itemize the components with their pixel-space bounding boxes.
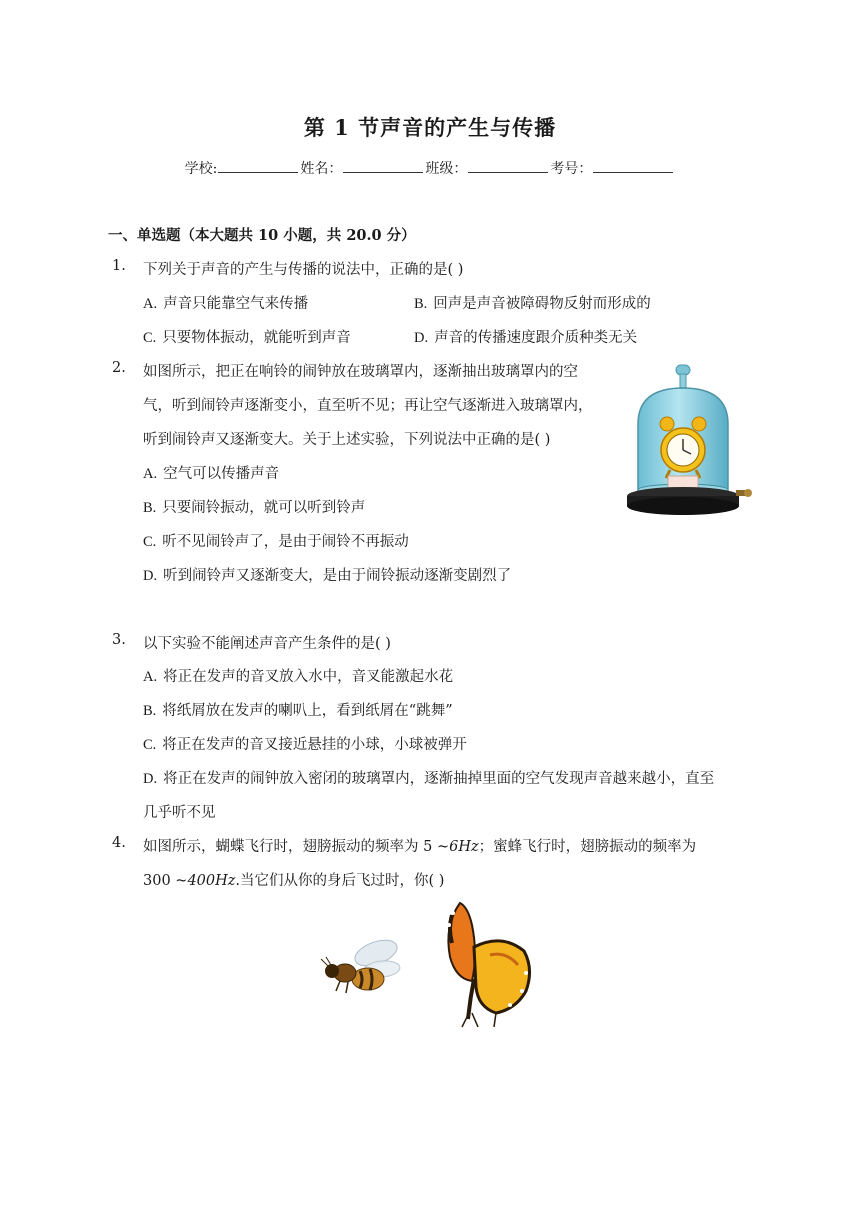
section-heading: 一、单选题（本大题共 10 小题，共 20.0 分）	[108, 227, 416, 244]
question-3-option-d	[143, 767, 714, 788]
option-text: 空气可以传播声音	[163, 466, 280, 482]
option-label: D.	[143, 771, 158, 787]
option-label: C.	[143, 534, 157, 550]
option-label: B.	[143, 500, 157, 516]
school-blank	[218, 160, 298, 173]
exam-no-blank	[593, 160, 673, 173]
exam-no-label: 考号：	[550, 161, 593, 177]
name-label: 姓名：	[300, 161, 343, 177]
bee-figure	[318, 935, 406, 997]
option-label: A.	[143, 669, 158, 685]
option-label: A.	[143, 296, 158, 312]
class-label: 班级：	[425, 161, 468, 177]
student-info-line	[0, 158, 860, 178]
option-text: 将纸屑放在发声的喇叭上，看到纸屑在“跳舞”	[162, 703, 453, 719]
stem-text: .当它们从你的身后飞过时，你( )	[235, 873, 445, 889]
question-1-stem: 下列关于声音的产生与传播的说法中，正确的是( )	[143, 262, 464, 278]
frequency-value: 6Hz	[449, 839, 479, 855]
question-2-stem-line-3: 听到闹铃声又逐渐变大。关于上述实验，下列说法中正确的是( )	[143, 432, 551, 448]
option-label: D.	[414, 330, 429, 346]
question-3-stem: 以下实验不能阐述声音产生条件的是( )	[143, 636, 391, 652]
question-2-option-d	[143, 564, 511, 585]
question-1-option-a	[143, 292, 308, 313]
option-text: 只要物体振动，就能听到声音	[162, 330, 351, 346]
option-text: 声音的传播速度跟介质种类无关	[434, 330, 638, 346]
question-2-option-a	[143, 462, 279, 483]
school-label: 学校:	[184, 161, 218, 177]
option-label: B.	[414, 296, 428, 312]
name-blank	[343, 160, 423, 173]
option-text: 将正在发声的闹钟放入密闭的玻璃罩内，逐渐抽掉里面的空气发现声音越来越小，直至	[163, 771, 715, 787]
stem-text: 如图所示，蝴蝶飞行时，翅膀振动的频率为 5 ~	[143, 839, 450, 855]
question-1-option-d	[414, 326, 637, 347]
option-label: B.	[143, 703, 157, 719]
stem-text: 300 ~	[143, 873, 188, 889]
option-text: 声音只能靠空气来传播	[163, 296, 309, 312]
question-2-option-c	[143, 530, 409, 551]
bell-jar-figure	[620, 362, 755, 522]
question-1-number: 1.	[112, 258, 126, 274]
option-text: 听到闹铃声又逐渐变大，是由于闹铃振动逐渐变剧烈了	[163, 568, 512, 584]
question-2-number: 2.	[112, 360, 126, 376]
question-2-stem-line-1: 如图所示，把正在响铃的闹钟放在玻璃罩内，逐渐抽出玻璃罩内的空	[143, 364, 578, 380]
question-3-option-c	[143, 733, 467, 754]
question-1-option-c	[143, 326, 351, 347]
option-label: A.	[143, 466, 158, 482]
question-4-stem-line-2	[143, 869, 444, 890]
option-text: 将正在发声的音叉放入水中，音叉能激起水花	[163, 669, 454, 685]
question-3-option-d-continued: 几乎听不见	[143, 805, 216, 821]
option-label: C.	[143, 737, 157, 753]
option-text: 只要闹铃振动，就可以听到铃声	[162, 500, 366, 516]
class-blank	[468, 160, 548, 173]
question-3-option-a	[143, 665, 453, 686]
question-2-stem-line-2: 气，听到闹铃声逐渐变小，直至听不见；再让空气逐渐进入玻璃罩内，	[143, 398, 593, 414]
question-2-option-b	[143, 496, 365, 517]
question-1-option-b	[414, 292, 651, 313]
option-text: 将正在发声的音叉接近悬挂的小球，小球被弹开	[162, 737, 467, 753]
option-label: D.	[143, 568, 158, 584]
option-label: C.	[143, 330, 157, 346]
question-3-number: 3.	[112, 632, 126, 648]
question-4-stem-line-1	[143, 835, 696, 856]
option-text: 听不见闹铃声了，是由于闹铃不再振动	[162, 534, 409, 550]
frequency-value: 400Hz	[187, 873, 236, 889]
option-text: 回声是声音被障碍物反射而形成的	[433, 296, 651, 312]
stem-text: ；蜜蜂飞行时，翅膀振动的频率为	[478, 839, 697, 855]
butterfly-figure	[438, 895, 538, 1035]
page-title: 第 1 节声音的产生与传播	[303, 115, 557, 140]
question-4-number: 4.	[112, 835, 126, 851]
question-3-option-b	[143, 699, 453, 720]
